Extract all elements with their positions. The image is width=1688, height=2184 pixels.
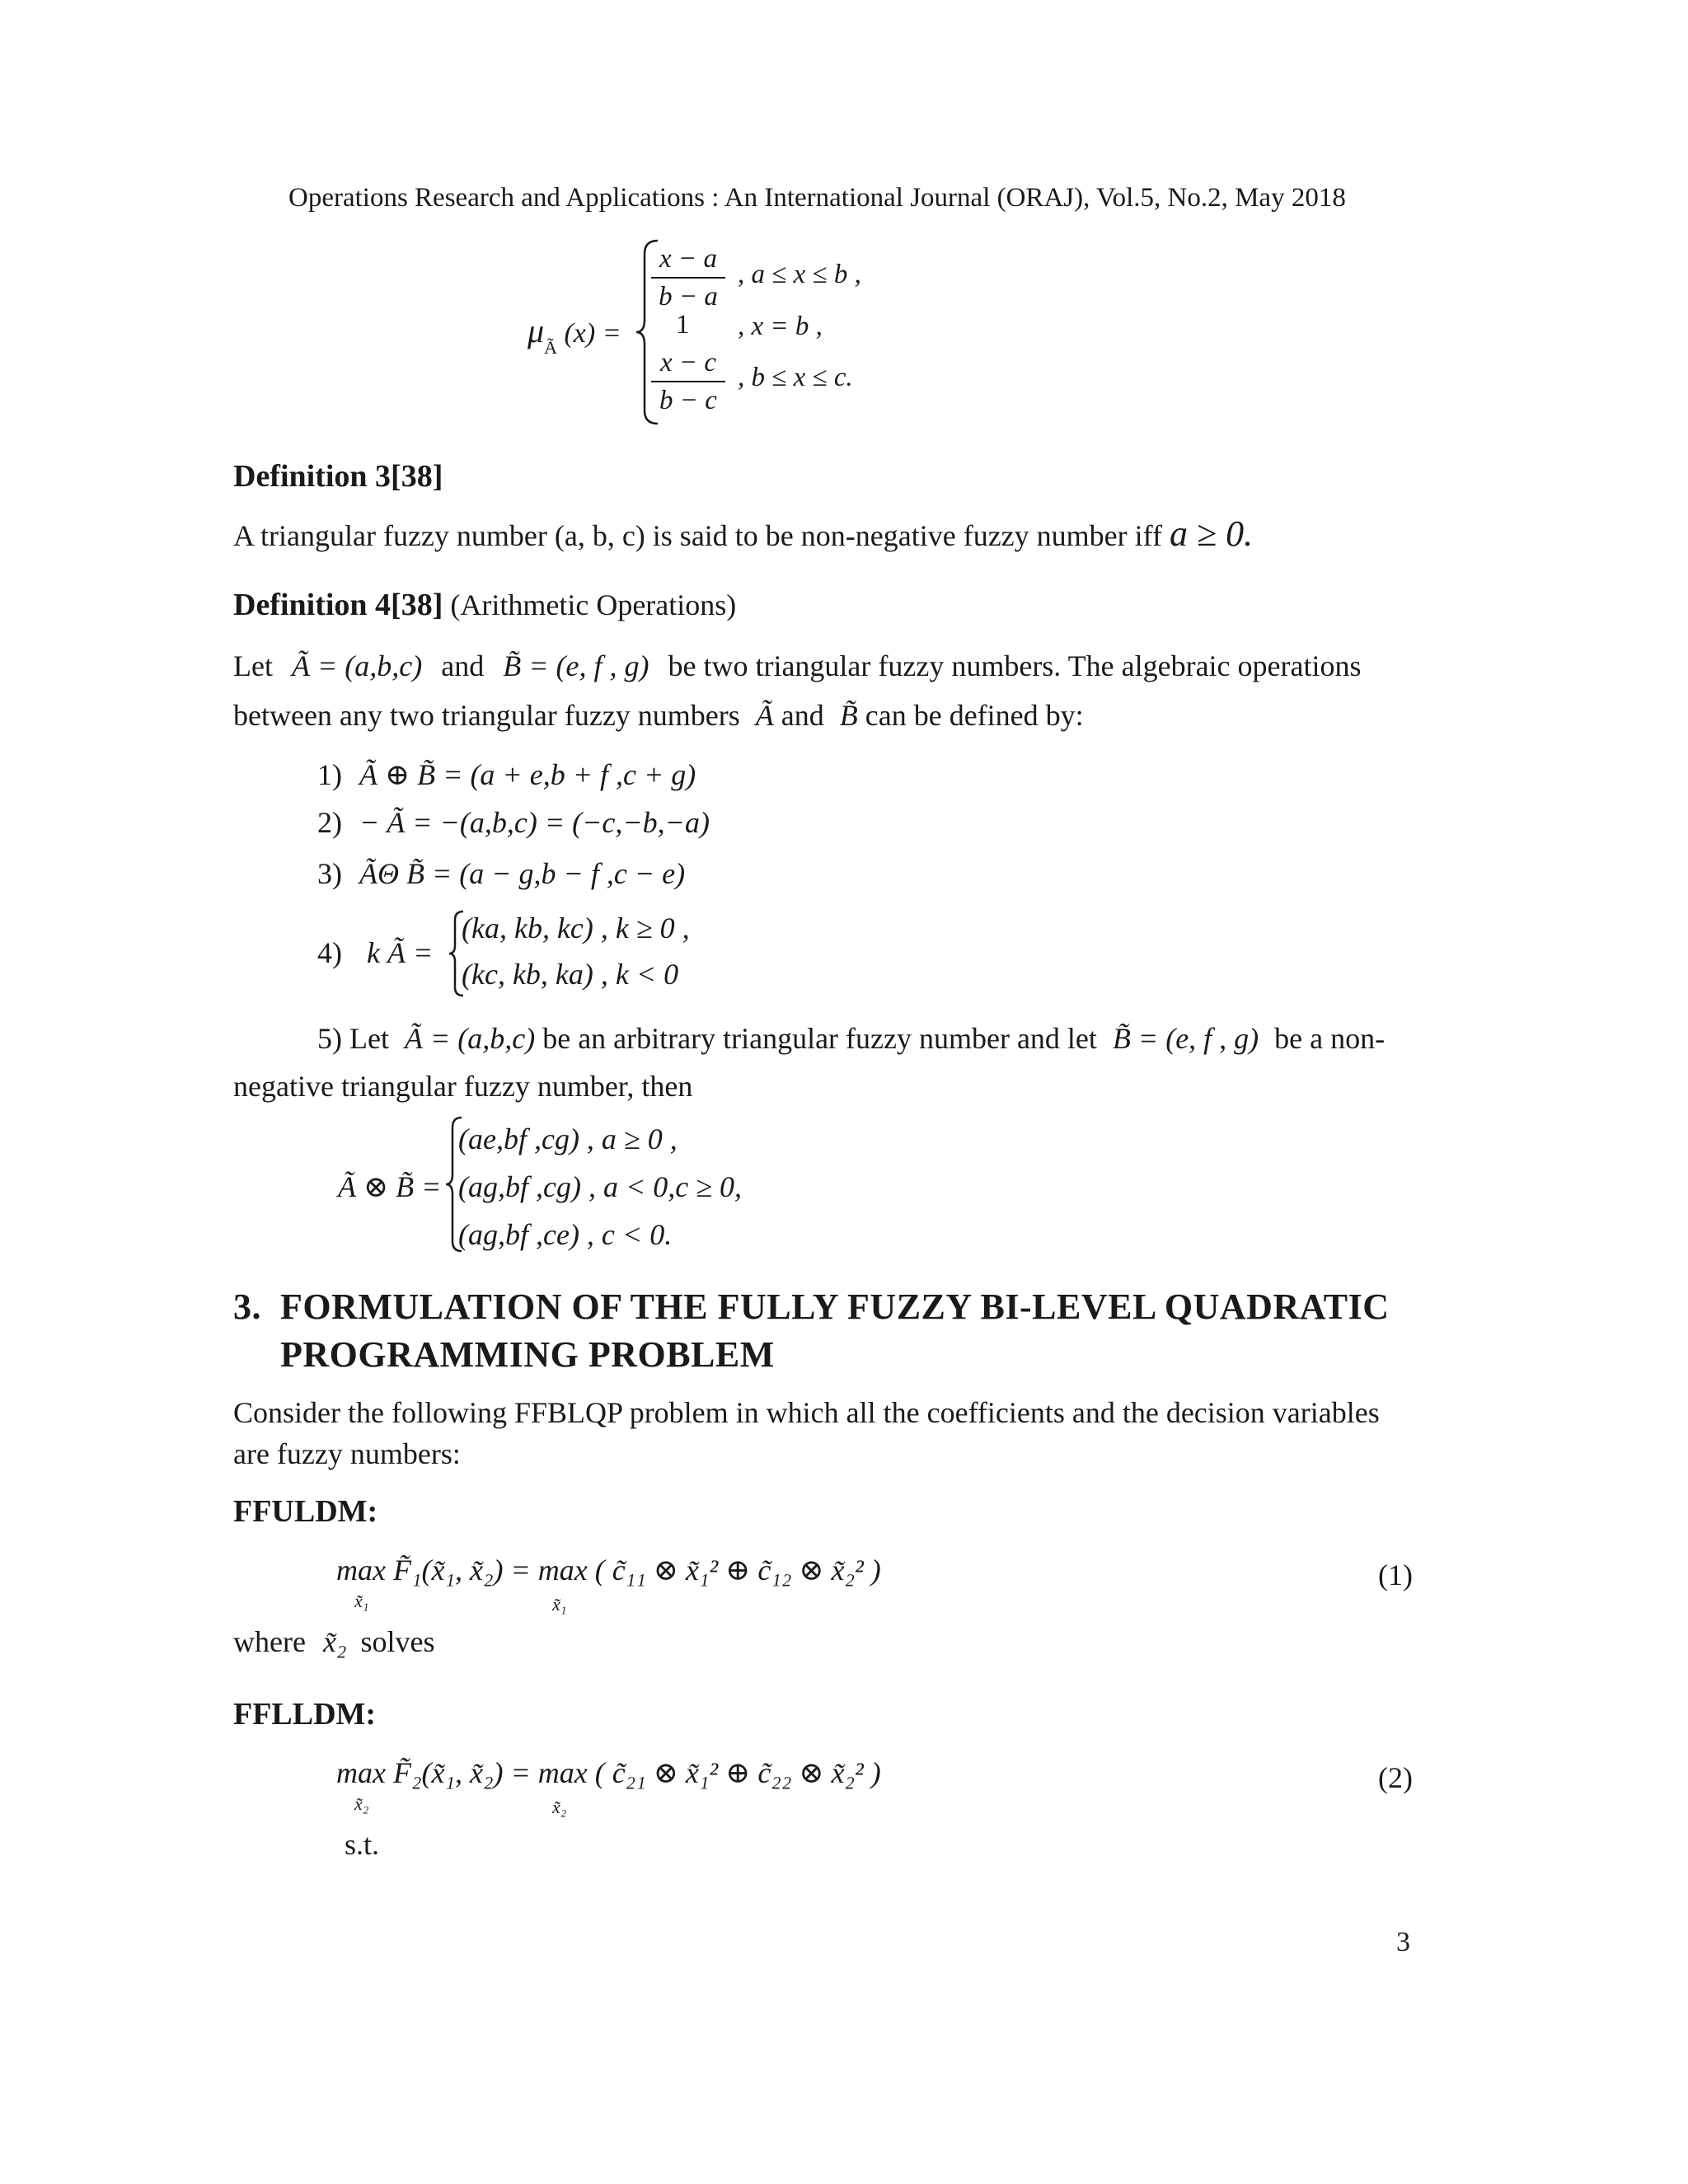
fflldm-sub-right: x̃₂ — [552, 1797, 567, 1817]
multiplication-case-1: (ae,bf ,cg) , a ≥ 0 , — [458, 1122, 678, 1155]
operation-2-formula: − Ã = −(a,b,c) = (−c,−b,−a) — [359, 806, 710, 839]
case2-value: 1 — [676, 310, 690, 340]
section-3-title-line-2: PROGRAMMING PROBLEM — [280, 1334, 775, 1375]
definition-4-heading — [233, 587, 736, 623]
running-header: Operations Research and Applications : An International Journal (ORAJ), Vol.5, No.2, May 2018 — [288, 183, 1346, 213]
section-3-number: 3. — [233, 1286, 261, 1327]
subject-to-text: s.t. — [345, 1828, 380, 1861]
text-defined-by: can be defined by: — [865, 699, 1084, 732]
mu-argument: (x) = — [564, 318, 621, 349]
multiplication-case-3: (ag,bf ,ce) , c < 0. — [458, 1218, 673, 1251]
operation-4-lhs: k Ã = — [367, 936, 434, 969]
section-3-intro-line-1: Consider the following FFBLQP problem in which all the coefficients and the decision variables — [233, 1396, 1380, 1429]
ffuldm-label: FFULDM: — [233, 1494, 378, 1529]
case1-denominator: b − a — [659, 282, 718, 312]
text-let: Let — [233, 649, 273, 682]
text-and: and — [441, 649, 485, 682]
mu-symbol: μ — [528, 312, 545, 349]
section-3-title-line-1: FORMULATION OF THE FULLY FUZZY BI-LEVEL QUADRATIC — [280, 1286, 1390, 1327]
operation-5-let: 5) Let — [317, 1022, 389, 1055]
operation-5-b-tilde: B̃ = (e, f , g) — [1112, 1022, 1259, 1055]
ffuldm-sub-left: x̃₁ — [354, 1591, 369, 1611]
equation-number-1: (1) — [1378, 1558, 1413, 1591]
text-and-2: and — [781, 699, 824, 732]
definition-3-title: Definition 3[38] — [233, 459, 443, 494]
definition-3-statement: A triangular fuzzy number (a, b, c) is said to be non-negative fuzzy number iff — [233, 519, 1162, 552]
operation-5-line-2: negative triangular fuzzy number, then — [233, 1070, 693, 1103]
case2-condition: , x = b , — [738, 312, 823, 341]
definition-4-title: Definition 4[38] — [233, 588, 443, 622]
equation-number-2: (2) — [1378, 1761, 1413, 1794]
case1-condition: , a ≤ x ≤ b , — [738, 260, 861, 289]
operation-3-formula: ÃΘ B̃ = (a − g,b − f ,c − e) — [359, 857, 686, 890]
where-text: where — [233, 1625, 306, 1658]
operation-5-non: be a non- — [1274, 1022, 1386, 1055]
operation-3-number: 3) — [317, 857, 342, 890]
where-line — [233, 1617, 434, 1666]
multiplication-case-2: (ag,bf ,cg) , a < 0,c ≥ 0, — [458, 1170, 742, 1203]
case3-denominator: b − c — [659, 386, 717, 415]
case1-fraction — [651, 241, 725, 315]
text-between: between any two triangular fuzzy numbers — [233, 699, 740, 732]
def-a-tilde: Ã = (a,b,c) — [291, 649, 423, 682]
definition-4-line-2 — [233, 691, 1084, 740]
case3-condition: , b ≤ x ≤ c. — [738, 363, 853, 392]
operation-5-a-tilde: Ã = (a,b,c) — [404, 1022, 536, 1055]
operation-4-case-1: (ka, kb, kc) , k ≥ 0 , — [462, 912, 690, 944]
definition-3-condition: a ≥ 0. — [1169, 513, 1254, 554]
text-two-triangular: be two triangular fuzzy numbers. The algebraic operations — [668, 649, 1362, 682]
operation-2-number: 2) — [317, 806, 342, 839]
case1-numerator: x − a — [651, 241, 725, 279]
definition-3-text — [233, 509, 1253, 560]
definition-4-line-1 — [233, 641, 1420, 691]
page-number: 3 — [1396, 1927, 1410, 1957]
operation-5-line-1 — [317, 1014, 1422, 1063]
operation-4-case-2: (kc, kb, ka) , k < 0 — [462, 958, 679, 991]
fflldm-equation: max F̃₂(x̃₁, x̃₂) = max ( c̃₂₁ ⊗ x̃₁² ⊕ c̃₂₂ ⊗ x̃₂² ) — [336, 1756, 881, 1789]
operation-2 — [317, 798, 710, 847]
def-b-tilde: B̃ = (e, f , g) — [503, 649, 649, 682]
mu-subscript: Ã — [544, 337, 557, 358]
operation-1-number: 1) — [317, 758, 342, 791]
case3-fraction — [651, 344, 725, 419]
ffuldm-equation: max F̃₁(x̃₁, x̃₂) = max ( c̃₁₁ ⊗ x̃₁² ⊕ c̃₁₂ ⊗ x̃₂² ) — [336, 1554, 881, 1586]
fflldm-label: FFLLDM: — [233, 1697, 377, 1732]
operation-5-text: be an arbitrary triangular fuzzy number and let — [542, 1022, 1097, 1055]
operation-3 — [317, 849, 685, 898]
multiplication-lhs: Ã ⊗ B̃ = — [338, 1170, 442, 1203]
operation-4-number: 4) — [317, 936, 342, 969]
b-tilde: B̃ — [839, 699, 858, 732]
ffuldm-sub-right: x̃₁ — [552, 1594, 567, 1615]
operation-1-formula: Ã ⊕ B̃ = (a + e,b + f ,c + g) — [359, 758, 696, 791]
fflldm-sub-left: x̃₂ — [354, 1793, 369, 1814]
definition-4-subtitle: (Arithmetic Operations) — [443, 588, 737, 621]
where-variable: x̃₂ — [322, 1625, 347, 1658]
solves-text: solves — [360, 1625, 435, 1658]
section-3-intro-line-2: are fuzzy numbers: — [233, 1437, 461, 1470]
a-tilde: Ã — [755, 699, 774, 732]
case3-numerator: x − c — [651, 344, 725, 382]
operation-1 — [317, 750, 696, 799]
